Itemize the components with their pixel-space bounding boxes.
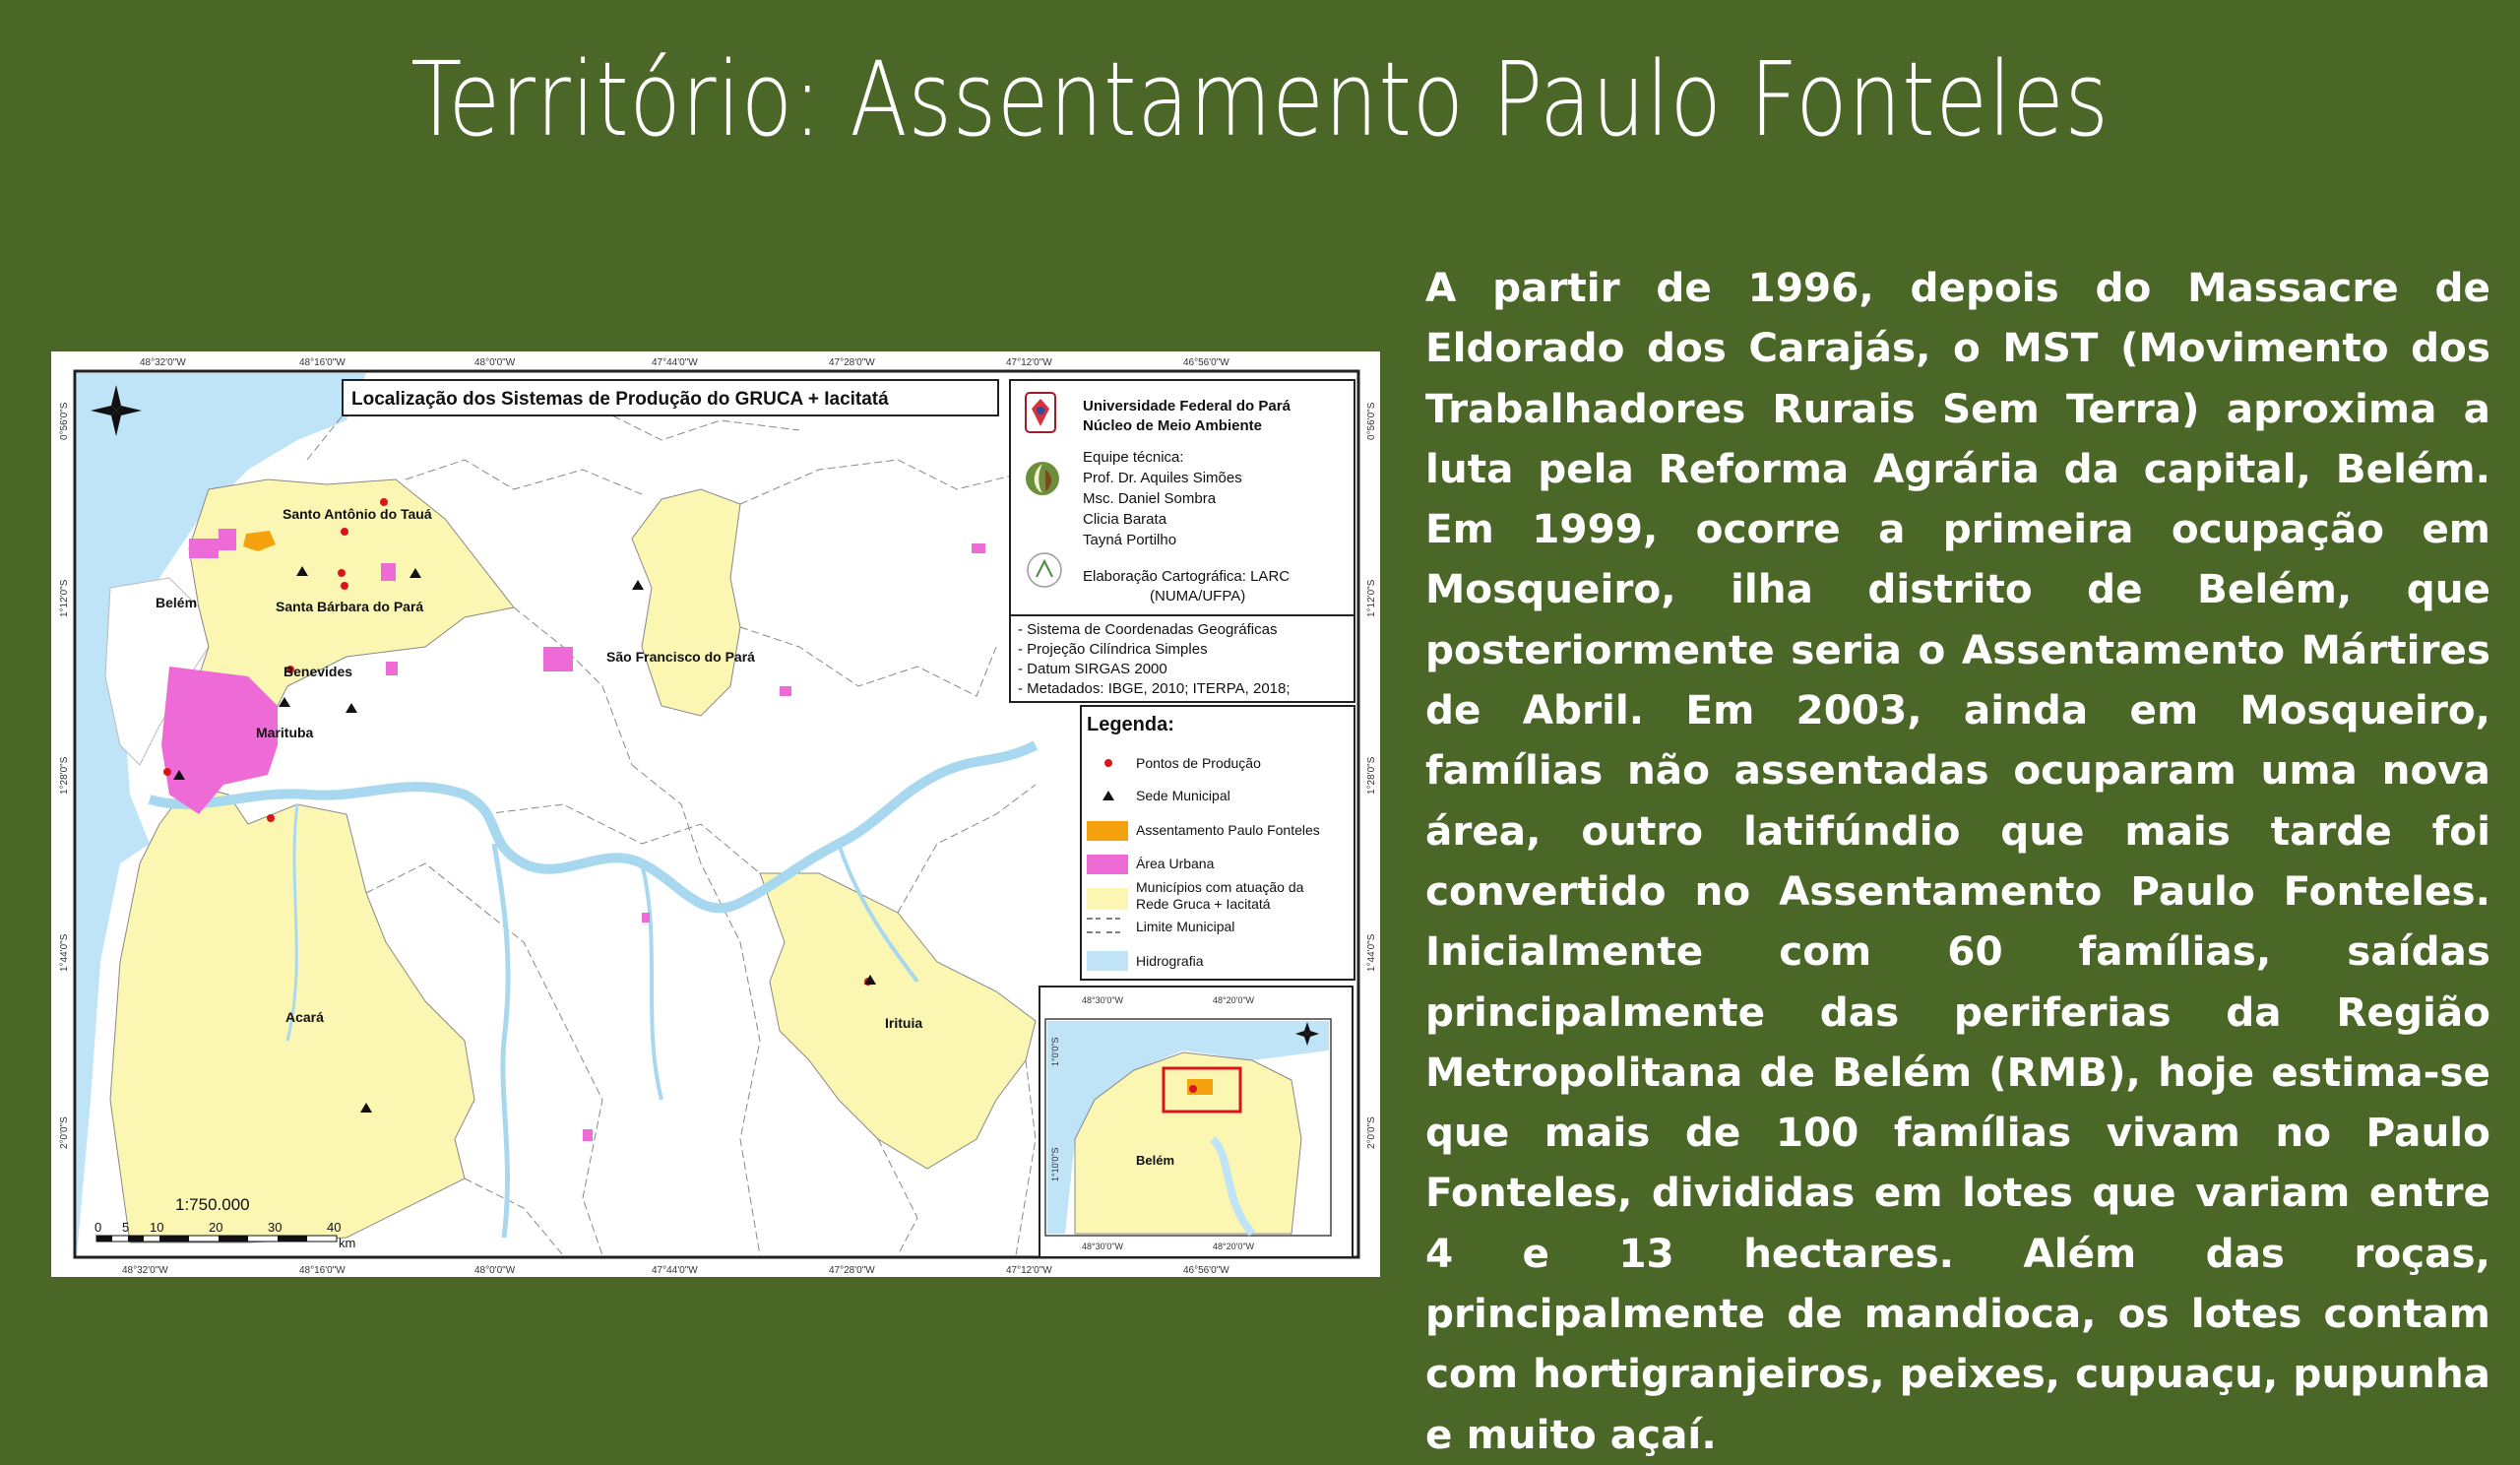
scale-bar <box>96 1236 337 1242</box>
legend-box <box>1081 706 1354 980</box>
scale-tick-label: 10 <box>150 1220 164 1235</box>
metadata-line: - Datum SIRGAS 2000 <box>1018 661 1167 677</box>
coord-top-label: 48°32'0"W <box>140 357 186 368</box>
inset-coord-label: 1°10'0"S <box>1050 1147 1060 1181</box>
coord-right-label: 1°12'0"S <box>1366 579 1377 617</box>
metadata-line: - Sistema de Coordenadas Geográficas <box>1018 621 1278 638</box>
production-point <box>380 498 388 506</box>
team-member: Clicia Barata <box>1083 511 1167 528</box>
coord-top-label: 47°28'0"W <box>829 357 875 368</box>
legend-item: Pontos de Produção <box>1136 755 1261 771</box>
coord-right-label: 1°28'0"S <box>1366 756 1377 795</box>
coord-left-label: 1°28'0"S <box>59 756 70 795</box>
coord-right-label: 0°56'0"S <box>1366 402 1377 440</box>
legend-settlement-swatch <box>1087 821 1128 841</box>
coord-right-label: 2°0'0"S <box>1366 1116 1377 1149</box>
team-member: Msc. Daniel Sombra <box>1083 490 1217 507</box>
inset-point <box>1189 1085 1197 1093</box>
slide-title: Território: Assentamento Paulo Fonteles <box>410 39 2110 159</box>
inset-coord-label: 1°0'0"S <box>1050 1037 1060 1066</box>
urban-area <box>189 539 219 558</box>
scale-tick-label: 5 <box>122 1220 130 1235</box>
body-paragraph: A partir de 1996, depois do Massacre de Eldorado dos Carajás, o MST (Movimento dos Trabalhadores Rurais Sem Terra) aproxima a luta pela Reforma Agrária da capital, Belém. Em 1999, ocorre a primeira ocupação em Mosqueiro, ilha distrito de Belém, que posteriormente seria o Assentamento Mártires de Abril. Em 2003, ainda em Mosqueiro, famílias não assentadas ocuparam uma nova área, outro latifúndio que mais tarde foi convertido no Assentamento Paulo Fonteles. Inicialmente com 60 famílias, saídas principalmente das periferias da Região Metropolitana de Belém (RMB), hoje estima-se que mais de 100 famílias vivam no Paulo Fonteles, divididas em lotes que variam entre 4 e 13 hectares. Além das roças, principalmente de mandioca, os lotes contam com hortigranjeiros, peixes, cupuaçu, pupunha e muito açaí. <box>1425 264 2490 1458</box>
production-point <box>163 768 171 776</box>
inset-coord-label: 48°30'0"W <box>1082 995 1124 1005</box>
scale-tick-label: 30 <box>268 1220 283 1235</box>
legend-item: Limite Municipal <box>1136 919 1235 934</box>
coord-bottom-label: 48°32'0"W <box>122 1265 168 1276</box>
ufpa-logo-icon <box>1026 393 1055 432</box>
legend-item: Municípios com atuação da <box>1136 879 1304 895</box>
place-label: Benevides <box>284 664 353 679</box>
coord-bottom-label: 46°56'0"W <box>1183 1265 1229 1276</box>
coord-bottom-label: 47°28'0"W <box>829 1265 875 1276</box>
urban-area <box>386 662 398 675</box>
urban-area <box>219 529 236 550</box>
urban-area <box>642 913 650 923</box>
coord-left-label: 1°44'0"S <box>59 933 70 972</box>
place-label: Santa Bárbara do Pará <box>276 599 424 614</box>
urban-area <box>543 647 573 671</box>
coord-left-label: 2°0'0"S <box>59 1116 70 1149</box>
place-label: Belém <box>156 595 198 610</box>
legend-water-swatch <box>1087 951 1128 971</box>
place-label: Acará <box>285 1009 324 1025</box>
place-label: Irituia <box>885 1015 923 1031</box>
inset-coord-label: 48°20'0"W <box>1213 995 1255 1005</box>
scale-tick-label: 40 <box>327 1220 342 1235</box>
legend-item: Sede Municipal <box>1136 788 1230 803</box>
scale-unit: km <box>339 1236 356 1250</box>
production-point <box>341 582 348 590</box>
coord-bottom-label: 48°0'0"W <box>474 1265 516 1276</box>
cartography-credit: Elaboração Cartográfica: LARC <box>1083 568 1291 585</box>
metadata-line: - Projeção Cilíndrica Simples <box>1018 641 1208 658</box>
institution-unit: Núcleo de Meio Ambiente <box>1083 417 1262 434</box>
legend-item: Área Urbana <box>1136 856 1215 871</box>
place-label: Santo Antônio do Tauá <box>283 506 432 522</box>
urban-area <box>583 1129 593 1141</box>
coord-bottom-label: 47°44'0"W <box>652 1265 698 1276</box>
urban-area <box>780 686 791 696</box>
map-title: Localização dos Sistemas de Produção do GRUCA + Iacitatá <box>351 389 889 410</box>
production-point <box>341 528 348 536</box>
place-label: Marituba <box>256 725 314 740</box>
scale-tick-label: 0 <box>94 1220 102 1235</box>
legend-point-symbol <box>1104 759 1112 767</box>
legend-item: Assentamento Paulo Fonteles <box>1136 822 1320 838</box>
larc-logo-icon <box>1028 553 1061 587</box>
scale-tick-label: 20 <box>209 1220 223 1235</box>
urban-area <box>972 543 985 553</box>
coord-right-label: 1°44'0"S <box>1366 933 1377 972</box>
coord-top-label: 48°0'0"W <box>474 357 516 368</box>
coord-bottom-label: 47°12'0"W <box>1006 1265 1052 1276</box>
inset-coord-label: 48°20'0"W <box>1213 1242 1255 1251</box>
institution-name: Universidade Federal do Pará <box>1083 398 1291 414</box>
coord-left-label: 1°12'0"S <box>59 579 70 617</box>
team-heading: Equipe técnica: <box>1083 449 1184 466</box>
legend-municipality-swatch <box>1087 888 1128 910</box>
coord-bottom-label: 48°16'0"W <box>299 1265 346 1276</box>
legend-urban-swatch <box>1087 855 1128 874</box>
coord-left-label: 0°56'0"S <box>59 402 70 440</box>
metadata-line: - Metadados: IBGE, 2010; ITERPA, 2018; <box>1018 680 1291 697</box>
inset-place-label: Belém <box>1136 1153 1175 1168</box>
location-map <box>51 351 1380 1277</box>
legend-item: Hidrografia <box>1136 953 1204 969</box>
cartography-credit: (NUMA/UFPA) <box>1150 588 1246 605</box>
scale-ratio: 1:750.000 <box>175 1195 250 1214</box>
production-point <box>267 814 275 822</box>
inset-coord-label: 48°30'0"W <box>1082 1242 1124 1251</box>
coord-top-label: 47°44'0"W <box>652 357 698 368</box>
team-member: Prof. Dr. Aquiles Simões <box>1083 470 1242 486</box>
team-member: Tayná Portilho <box>1083 532 1177 548</box>
urban-area <box>381 563 396 581</box>
coord-top-label: 48°16'0"W <box>299 357 346 368</box>
legend-heading: Legenda: <box>1087 714 1174 735</box>
legend-item: Rede Gruca + Iacitatá <box>1136 896 1271 912</box>
place-label: São Francisco do Pará <box>606 649 755 665</box>
coord-top-label: 46°56'0"W <box>1183 357 1229 368</box>
coord-top-label: 47°12'0"W <box>1006 357 1052 368</box>
numa-logo-icon <box>1026 462 1059 495</box>
production-point <box>338 569 346 577</box>
